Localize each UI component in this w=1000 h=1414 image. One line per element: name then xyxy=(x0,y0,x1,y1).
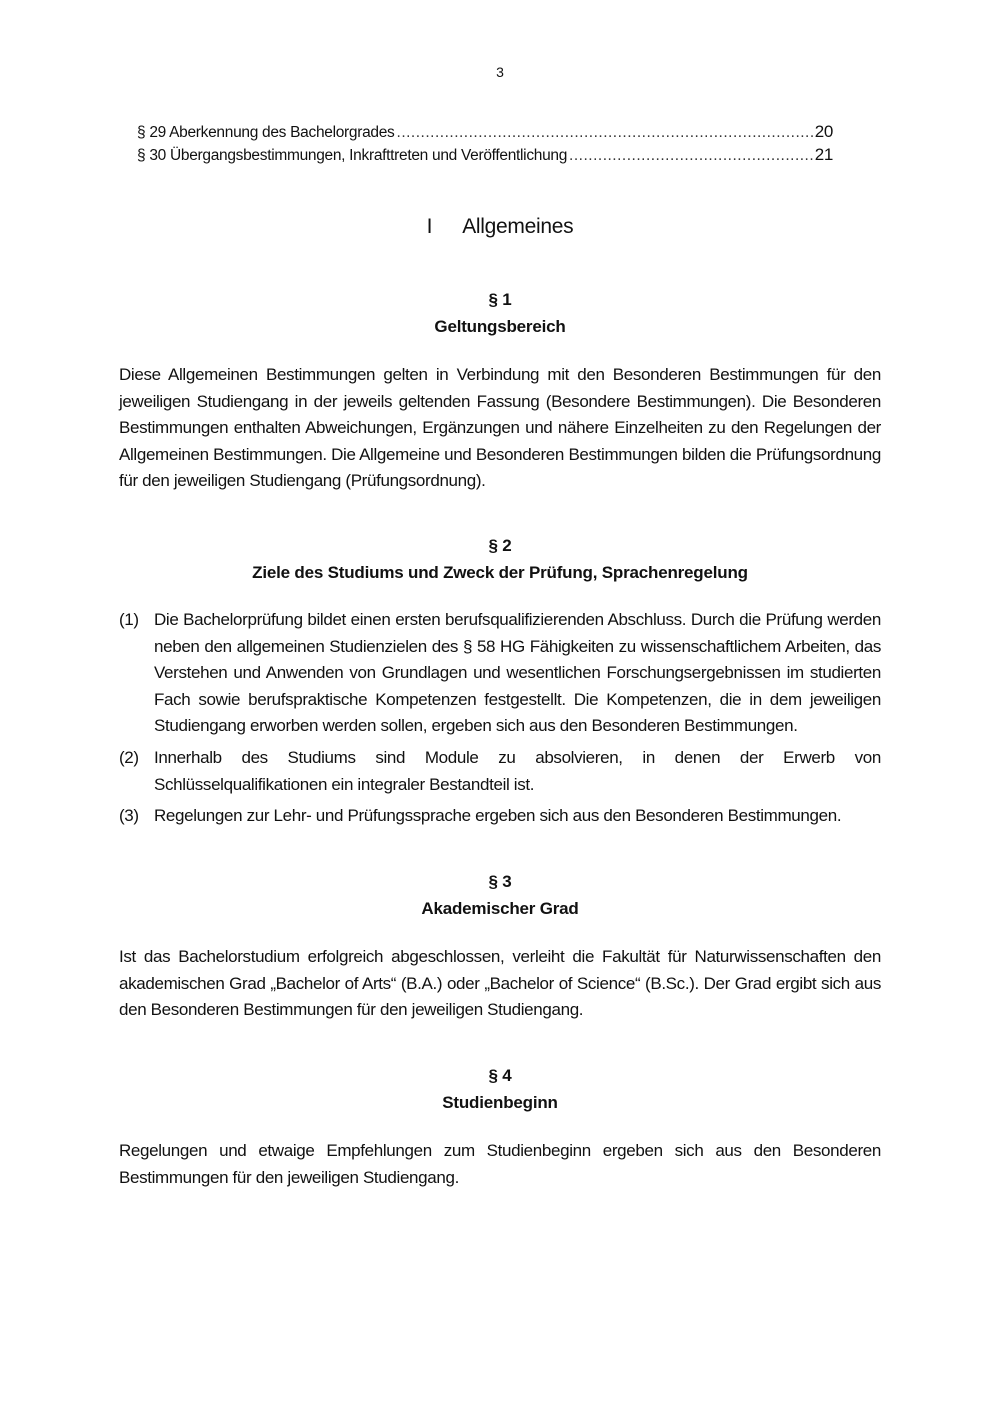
list-item xyxy=(119,803,881,830)
chapter-number: I xyxy=(426,215,433,238)
toc-entry-page: 21 xyxy=(814,145,833,164)
section-body: Diese Allgemeinen Bestimmungen gelten in Verbindung mit den Besonderen Bestimmungen für den jeweiligen Studiengang in der jeweils geltenden Fassung (Besondere Bestimmungen). Die Besonderen Bestimmungen enthalten Abweichungen, Ergänzungen und nähere Einzelheiten zu den Regelungen der Allgemeinen Bestimmungen. Die Allgemeine und Besonderen Bestimmungen bilden die Prüfungsordnung für den jeweiligen Studiengang (Prüfungsordnung). xyxy=(119,365,881,491)
list-item xyxy=(119,745,881,798)
paragraph-list xyxy=(119,607,881,830)
section-number: § 4 xyxy=(488,1066,512,1085)
section-title: Ziele des Studiums und Zweck der Prüfung, Sprachenregelung xyxy=(252,563,748,582)
section-body: Ist das Bachelorstudium erfolgreich abgeschlossen, verleiht die Fakultät für Naturwissenschaften den akademischen Grad „Bachelor of Arts“ (B.A.) oder „Bachelor of Science“ (B.Sc.). Der Grad ergibt sich aus den Besonderen Bestimmungen für den jeweiligen Studiengang. xyxy=(119,947,881,1020)
page-number: 3 xyxy=(496,64,504,80)
table-of-contents xyxy=(137,120,833,166)
toc-entry[interactable] xyxy=(137,120,833,143)
section-title: Geltungsbereich xyxy=(434,317,566,336)
section-number: § 2 xyxy=(488,536,512,555)
section-number: § 3 xyxy=(488,872,512,891)
section-3 xyxy=(119,868,881,1024)
toc-leader-dots xyxy=(397,121,813,144)
paragraph-text: Innerhalb des Studiums sind Module zu absolvieren, in denen der Erwerb von Schlüsselqualifikationen ein integraler Bestandteil ist. xyxy=(154,747,881,794)
section-body: Regelungen und etwaige Empfehlungen zum Studienbeginn ergeben sich aus den Besonderen Bestimmungen für den jeweiligen Studiengang. xyxy=(119,1141,881,1187)
section-4 xyxy=(119,1062,881,1191)
paragraph-number: (2) xyxy=(119,747,139,767)
paragraph-text: Die Bachelorprüfung bildet einen ersten berufsqualifizierenden Abschluss. Durch die Prüfung werden neben den allgemeinen Studienzielen des § 58 HG Fähigkeiten zu wissenschaftlichem Arbeiten, das Verstehen und Anwenden von Grundlagen und wesentlichen Forschungsergebnissen im studierten Fach sowie berufspraktische Kompetenzen festgestellt. Die Kompetenzen, die in dem jeweiligen Studiengang erworben werden sollen, ergeben sich aus den Besonderen Bestimmungen. xyxy=(154,610,881,736)
section-1 xyxy=(119,286,881,495)
toc-entry-page: 20 xyxy=(814,122,833,141)
section-title: Studienbeginn xyxy=(442,1093,558,1112)
section-title: Akademischer Grad xyxy=(421,899,579,918)
chapter-title: Allgemeines xyxy=(462,215,574,238)
toc-entry-title: § 29 Aberkennung des Bachelorgrades xyxy=(137,124,395,141)
section-2 xyxy=(119,532,881,835)
section-number: § 1 xyxy=(488,290,512,309)
toc-entry-title: § 30 Übergangsbestimmungen, Inkrafttreten und Veröffentlichung xyxy=(137,147,568,164)
toc-entry[interactable] xyxy=(137,143,833,166)
paragraph-text: Regelungen zur Lehr- und Prüfungssprache ergeben sich aus den Besonderen Bestimmungen. xyxy=(154,806,842,826)
toc-leader-dots xyxy=(569,144,813,167)
chapter-heading xyxy=(0,215,1000,239)
paragraph-number: (3) xyxy=(119,806,139,826)
list-item xyxy=(119,607,881,740)
paragraph-number: (1) xyxy=(119,610,139,629)
